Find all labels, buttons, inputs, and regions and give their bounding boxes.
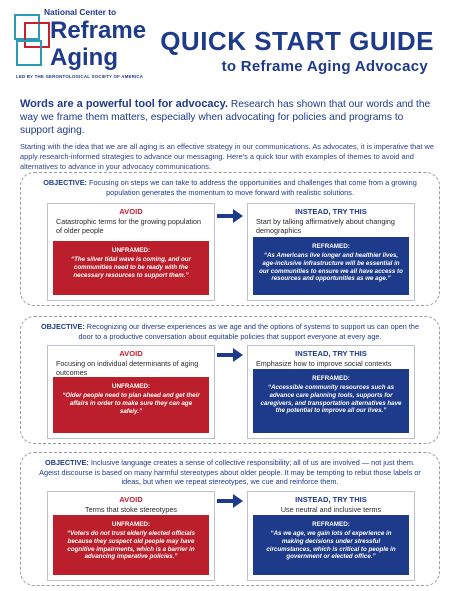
avoid-heading: AVOID — [119, 495, 143, 504]
reframed-text: “Accessible community resources such as advance care planning tools, supports for caregivers, and transportation alternatives have the potential to improve all our lives.” — [260, 384, 402, 415]
logo-org-line: National Center to — [44, 7, 117, 17]
avoid-heading: AVOID — [119, 349, 143, 358]
right-arrow-icon — [217, 350, 243, 360]
objective-text — [21, 322, 439, 341]
right-arrow-icon — [217, 211, 243, 221]
logo-square-icon — [16, 40, 42, 66]
logo-word-reframe: Reframe — [50, 17, 147, 44]
intro-lead — [20, 98, 438, 137]
reframed-box — [253, 515, 409, 575]
objective-label: OBJECTIVE: — [45, 458, 89, 467]
unframed-box — [53, 241, 209, 295]
avoid-description: Terms that stoke stereotypes — [85, 505, 177, 514]
unframed-label: UNFRAMED: — [111, 521, 151, 528]
org-logo — [14, 4, 164, 90]
unframed-text: “Voters do not trust elderly elected officials because they suspect old people may have cognitive impairments, which is a barrier in advancing imperative policies.” — [67, 530, 195, 561]
avoid-column — [47, 345, 215, 439]
avoid-description: Catastrophic terms for the growing population of older people — [56, 217, 202, 235]
unframed-text: “The silver tidal wave is coming, and our communities need to be ready with the necessary resources to support them.” — [70, 256, 191, 279]
reframed-label: REFRAMED: — [312, 243, 350, 250]
objective-section-2 — [20, 316, 440, 444]
avoid-column — [47, 491, 215, 581]
page-subtitle: to Reframe Aging Advocacy — [221, 58, 428, 75]
intro — [20, 98, 438, 172]
try-description: Start by talking affirmatively about changing demographics — [256, 217, 395, 235]
avoid-column — [47, 203, 215, 301]
reframed-label: REFRAMED: — [312, 375, 350, 382]
avoid-heading: AVOID — [119, 207, 143, 216]
objective-body: Recognizing our diverse experiences as we age and the options of systems to support us can open the door to a productive conversation about equitable policies that support everyone at every age. — [78, 322, 420, 341]
try-column — [247, 203, 415, 301]
reframed-text: “As we age, we gain lots of experience in making decisions under stressful circumstances, which is critical to people in government or elected office.” — [266, 530, 396, 561]
try-column — [247, 345, 415, 439]
avoid-description: Focusing on individual determinants of aging outcomes — [56, 359, 199, 377]
objective-label: OBJECTIVE: — [43, 178, 87, 187]
unframed-label: UNFRAMED: — [111, 383, 151, 390]
page-title: QUICK START GUIDE — [160, 26, 434, 56]
objective-text — [21, 178, 439, 197]
try-description: Use neutral and inclusive terms — [280, 505, 382, 514]
logo-led-by: LED BY THE GERONTOLOGICAL SOCIETY OF AMERICA — [16, 74, 144, 79]
reframed-label: REFRAMED: — [312, 521, 350, 528]
objective-section-3 — [20, 452, 440, 586]
objective-section-1 — [20, 172, 440, 306]
reframed-text: “As Americans live longer and healthier lives, age-inclusive infrastructure will be essential in our communities to ensure we all have access to resources and opportunities as we age.” — [259, 252, 403, 283]
objective-text — [21, 458, 439, 487]
reframed-box — [253, 237, 409, 295]
unframed-box — [53, 377, 209, 433]
try-column — [247, 491, 415, 581]
objective-body: Inclusive language creates a sense of collective responsibility; all of us are involved — not just them. Ageist discourse is based on many harmful stereotypes about older people. It may be tempting to rebut those labels or ideas, but when we repeat stereotypes, we cue and reinforce them. — [39, 458, 421, 487]
reframed-box — [253, 369, 409, 433]
intro-lead-bold: Words are a powerful tool for advocacy. — [20, 98, 229, 110]
unframed-label: UNFRAMED: — [111, 247, 151, 254]
intro-sub: Starting with the idea that we are all aging is an effective strategy in our communications. As advocates, it is imperative that we apply research-informed strategies to advance our messaging. Here’s a quick tour with examples of themes to avoid and alternatives to advance in your advocacy communications. — [20, 142, 434, 171]
intro-lead-rest: Research has shown that our words and the way we frame them matters, especially when advocating for policies and programs to support aging. — [20, 99, 431, 136]
try-heading: INSTEAD, TRY THIS — [295, 349, 367, 358]
objective-label: OBJECTIVE: — [40, 322, 85, 331]
objective-body: Focusing on steps we can take to address the opportunities and challenges that come from a growing population generates the momentum to move forward with realistic solutions. — [87, 178, 417, 197]
unframed-box — [53, 515, 209, 575]
try-heading: INSTEAD, TRY THIS — [295, 495, 367, 504]
unframed-text: “Older people need to plan ahead and get their affairs in order to make sure they can age safely.” — [62, 392, 200, 415]
logo-word-aging: Aging — [50, 44, 118, 71]
try-heading: INSTEAD, TRY THIS — [295, 207, 367, 216]
try-description: Emphasize how to improve social contexts — [256, 359, 392, 368]
right-arrow-icon — [217, 496, 243, 506]
